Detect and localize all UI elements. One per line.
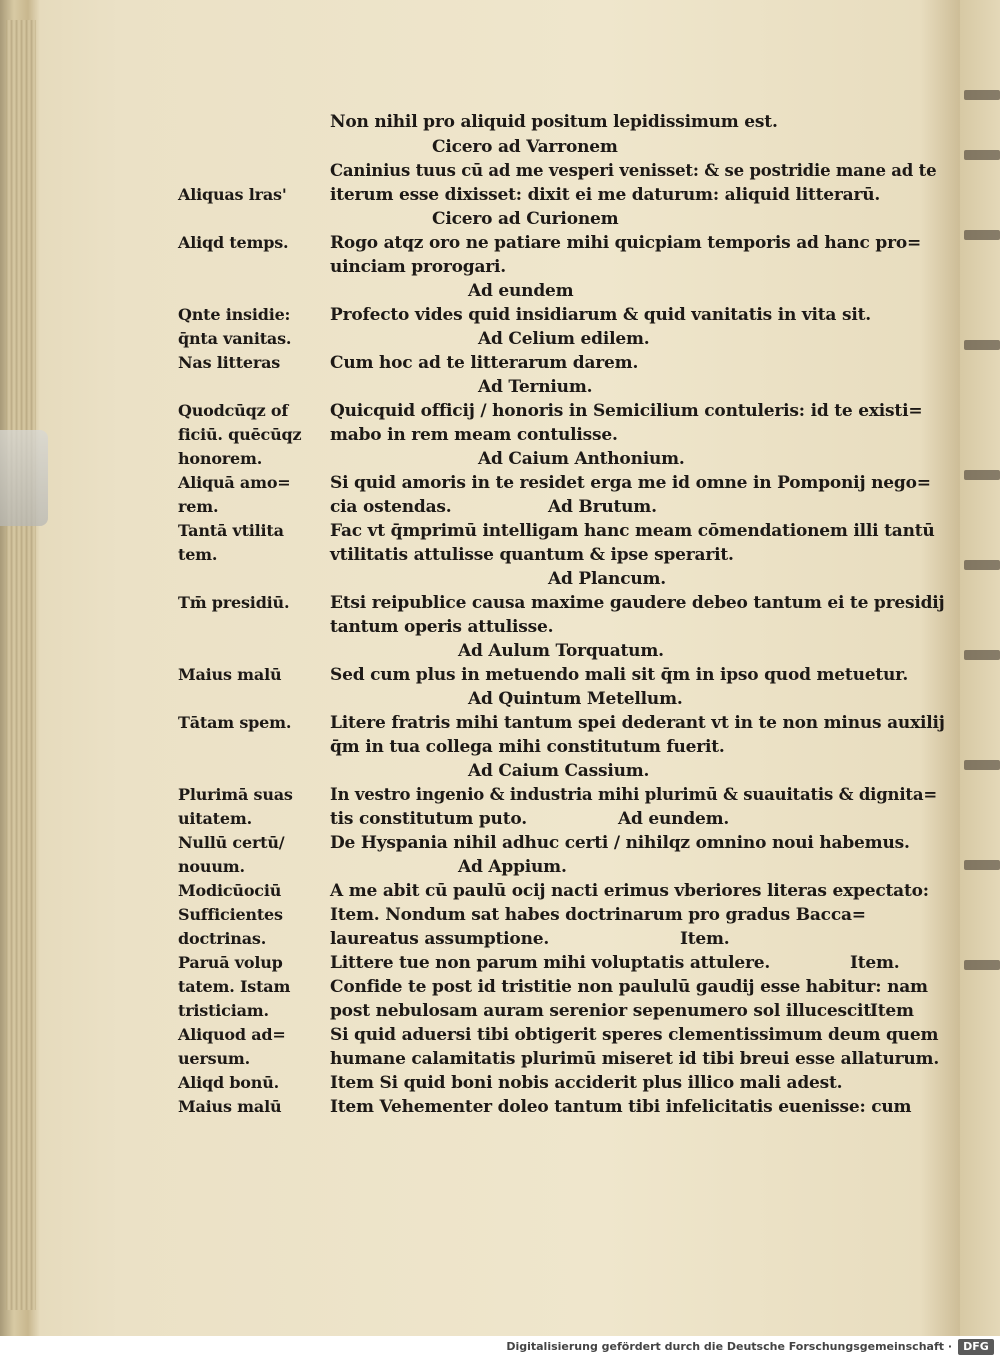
text-line: tantum operis attulisse. bbox=[330, 617, 554, 637]
margin-note: honorem. bbox=[178, 449, 263, 468]
text-line: q̄m in tua collega mihi constitutum fuerit. bbox=[330, 737, 725, 757]
margin-note: rem. bbox=[178, 497, 219, 516]
margin-note: Aliquas lras' bbox=[178, 185, 287, 204]
margin-note: Nullū certū/ bbox=[178, 833, 285, 852]
text-line: Profecto vides quid insidiarum & quid vanitatis in vita sit. bbox=[330, 305, 871, 325]
text-line: humane calamitatis plurimū miseret id tibi breui esse allaturum. bbox=[330, 1049, 940, 1069]
letter-heading: Ad Aulum Torquatum. bbox=[458, 641, 664, 661]
margin-note: q̄nta vanitas. bbox=[178, 329, 292, 348]
text-line: In vestro ingenio & industria mihi plurimū & suauitatis & dignita= bbox=[330, 785, 937, 804]
margin-note: Quodcūqz of bbox=[178, 401, 289, 420]
margin-note: Aliqd temps. bbox=[178, 233, 289, 252]
letter-heading: Ad Plancum. bbox=[548, 569, 667, 589]
text-line: Rogo atqz oro ne patiare mihi quicpiam temporis ad hanc pro= bbox=[330, 233, 922, 253]
margin-note: Tantā vtilita bbox=[178, 521, 284, 540]
text-line: Cum hoc ad te litterarum darem. bbox=[330, 353, 639, 373]
text-line: uinciam prorogari. bbox=[330, 257, 507, 277]
margin-note: Nas litteras bbox=[178, 353, 281, 372]
letter-heading: Ad eundem. bbox=[618, 809, 730, 829]
letter-heading: Ad Ternium. bbox=[478, 377, 593, 397]
letter-heading: Ad Quintum Metellum. bbox=[468, 689, 683, 709]
text-line: Sed cum plus in metuendo mali sit q̄m in ipso quod metuetur. bbox=[330, 665, 909, 685]
margin-note: nouum. bbox=[178, 857, 245, 876]
letter-heading: Ad Caium Cassium. bbox=[468, 761, 650, 781]
margin-note: Tm̄ presidiū. bbox=[178, 593, 290, 612]
text-line: Item bbox=[870, 1001, 914, 1021]
text-line: post nebulosam auram serenior sepenumero sol illucescit. bbox=[330, 1001, 877, 1021]
margin-note: Qnte insidie: bbox=[178, 305, 291, 324]
margin-note: ficiū. quēcūqz bbox=[178, 425, 302, 444]
text-line: Quicquid officij / honoris in Semicilium contuleris: id te existi= bbox=[330, 401, 923, 421]
text-line: Si quid aduersi tibi obtigerit speres clementissimum deum quem bbox=[330, 1025, 939, 1045]
text-line: Caninius tuus cū ad me vesperi venisset: & se postridie mane ad te bbox=[330, 161, 937, 180]
text-line: A me abit cū paulū ocij nacti erimus vberiores literas expectato: bbox=[330, 881, 929, 901]
letter-heading: Ad eundem bbox=[468, 281, 574, 301]
margin-note: tatem. Istam bbox=[178, 977, 291, 996]
letter-heading: Ad Caium Anthonium. bbox=[478, 449, 685, 469]
margin-note: uersum. bbox=[178, 1049, 250, 1068]
text-line: Fac vt q̄mprimū intelligam hanc meam cōmendationem illi tantū bbox=[330, 521, 935, 541]
letter-heading: Cicero ad Varronem bbox=[432, 137, 618, 157]
text-line: mabo in rem meam contulisse. bbox=[330, 425, 618, 445]
text-line: De Hyspania nihil adhuc certi / nihilqz omnino noui habemus. bbox=[330, 833, 910, 853]
text-line: Litere fratris mihi tantum spei dederant vt in te non minus auxilij bbox=[330, 713, 945, 733]
margin-note: Aliquā amo= bbox=[178, 473, 291, 492]
text-line: cia ostendas. bbox=[330, 497, 452, 517]
letter-heading: Ad Celium edilem. bbox=[478, 329, 650, 349]
text-line: Confide te post id tristitie non paululū gaudij esse habitur: nam bbox=[330, 977, 928, 997]
letter-heading: Ad Appium. bbox=[458, 857, 567, 877]
text-line: Item. bbox=[850, 953, 900, 973]
margin-note: Modicūociū bbox=[178, 881, 282, 900]
footer-bar bbox=[0, 1336, 1000, 1360]
text-line: tis constitutum puto. bbox=[330, 809, 527, 829]
text-line: Non nihil pro aliquid positum lepidissimum est. bbox=[330, 112, 778, 132]
letter-heading: Item. bbox=[680, 929, 730, 949]
margin-note: Aliqd bonū. bbox=[178, 1073, 280, 1092]
margin-note: uitatem. bbox=[178, 809, 252, 828]
text-line: Si quid amoris in te residet erga me id omne in Pomponij nego= bbox=[330, 473, 931, 493]
text-line: laureatus assumptione. bbox=[330, 929, 550, 949]
text-line: Item. Nondum sat habes doctrinarum pro gradus Bacca= bbox=[330, 905, 866, 925]
margin-note: Plurimā suas bbox=[178, 785, 293, 804]
margin-note: Sufficientes bbox=[178, 905, 283, 924]
funding-credit: Digitalisierung gefördert durch die Deutsche Forschungsgemeinschaft · bbox=[506, 1340, 952, 1353]
margin-note: Paruā volup bbox=[178, 953, 283, 972]
margin-note: doctrinas. bbox=[178, 929, 267, 948]
margin-note: Aliquod ad= bbox=[178, 1025, 286, 1044]
margin-note: tem. bbox=[178, 545, 218, 564]
margin-note: tristiciam. bbox=[178, 1001, 269, 1020]
text-line: iterum esse dixisset: dixit ei me daturum: aliquid litterarū. bbox=[330, 185, 881, 205]
text-line: Littere tue non parum mihi voluptatis attulere. bbox=[330, 953, 771, 973]
letter-heading: Ad Brutum. bbox=[548, 497, 657, 517]
margin-note: Maius malū bbox=[178, 1097, 282, 1116]
text-line: vtilitatis attulisse quantum & ipse sperarit. bbox=[330, 545, 734, 565]
letter-heading: Cicero ad Curionem bbox=[432, 209, 619, 229]
dfg-logo: DFG bbox=[958, 1339, 994, 1355]
text-line: Etsi reipublice causa maxime gaudere debeo tantum ei te presidij bbox=[330, 593, 945, 613]
margin-note: Maius malū bbox=[178, 665, 282, 684]
margin-note: Tātam spem. bbox=[178, 713, 292, 732]
text-line: Item Si quid boni nobis acciderit plus illico mali adest. bbox=[330, 1073, 843, 1093]
text-line: Item Vehementer doleo tantum tibi infelicitatis euenisse: cum bbox=[330, 1097, 912, 1117]
